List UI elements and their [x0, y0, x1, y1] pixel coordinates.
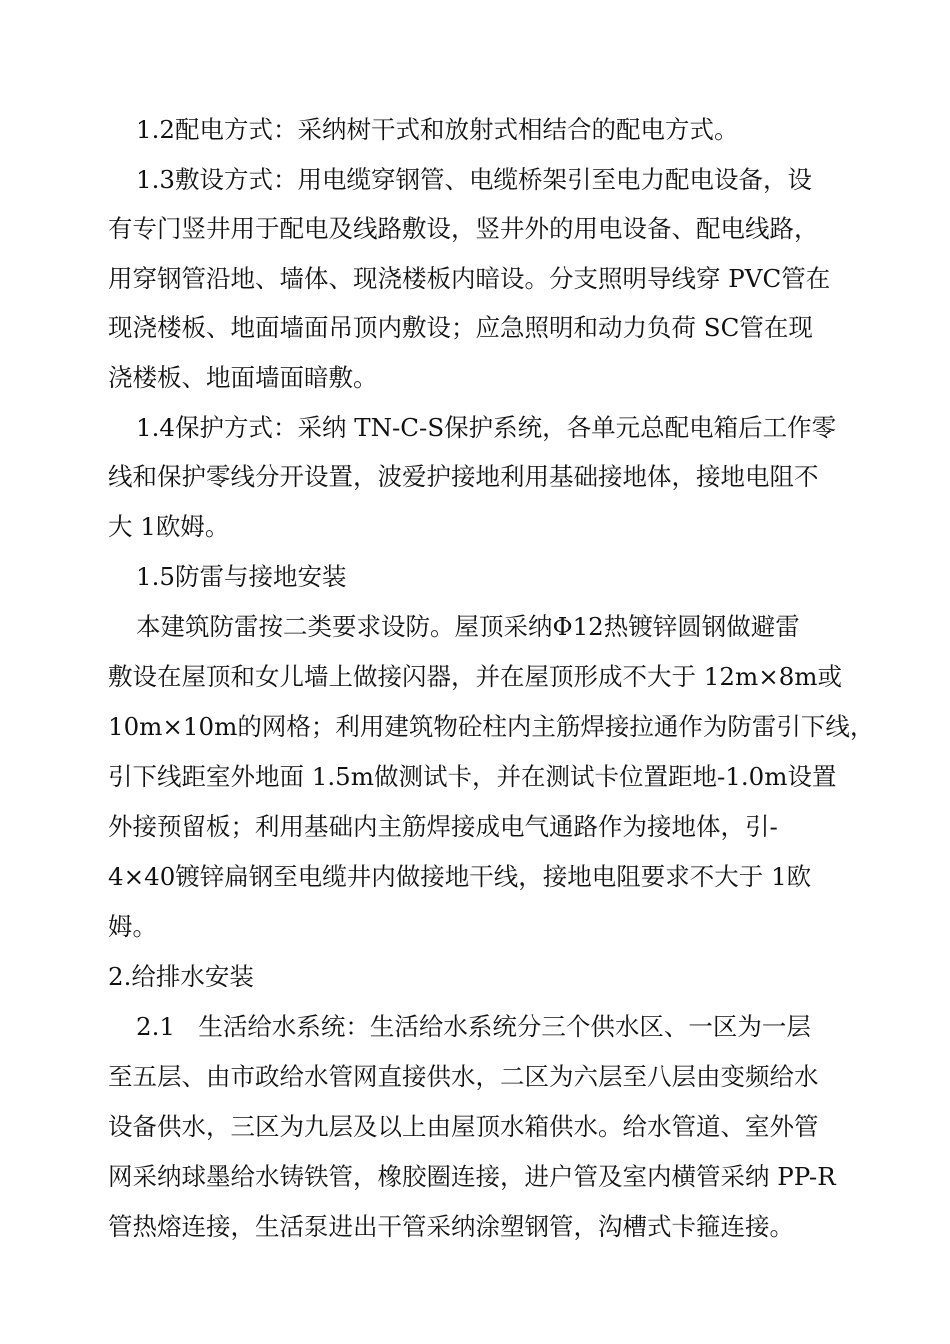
- text-line: 浇楼板、地面墙面暗敷。: [108, 363, 378, 392]
- text-line: 引下线距室外地面 1.5m做测试卡，并在测试卡位置距地-1.0m设置: [108, 762, 837, 791]
- text-line: 至五层、由市政给水管网直接供水，二区为六层至八层由变频给水: [108, 1062, 819, 1091]
- text-line: 1.5防雷与接地安装: [136, 562, 347, 591]
- text-line: 外接预留板；利用基础内主筋焊接成电气通路作为接地体，引-: [108, 812, 778, 841]
- text-line: 管热熔连接，生活泵进出干管采纳涂塑钢管，沟槽式卡箍连接。: [108, 1212, 794, 1241]
- text-line: 2.给排水安装: [108, 962, 254, 991]
- text-line: 大 1欧姆。: [108, 512, 230, 541]
- text-line: 1.2配电方式：采纳树干式和放射式相结合的配电方式。: [136, 115, 739, 144]
- text-line: 用穿钢管沿地、墙体、现浇楼板内暗设。分支照明导线穿 PVC管在: [108, 264, 831, 293]
- text-line: 2.1 生活给水系统：生活给水系统分三个供水区、一区为一层: [136, 1012, 811, 1041]
- text-line: 本建筑防雷按二类要求设防。屋顶采纳Φ12热镀锌圆钢做避雷: [136, 612, 800, 641]
- text-line: 敷设在屋顶和女儿墙上做接闪器，并在屋顶形成不大于 12m×8m或: [108, 662, 843, 691]
- text-line: 4×40镀锌扁钢至电缆井内做接地干线，接地电阻要求不大于 1欧: [108, 862, 812, 891]
- text-line: 设备供水，三区为九层及以上由屋顶水箱供水。给水管道、室外管: [108, 1112, 819, 1141]
- text-line: 有专门竖井用于配电及线路敷设，竖井外的用电设备、配电线路，: [108, 214, 819, 243]
- text-line: 线和保护零线分开设置，波爱护接地利用基础接地体，接地电阻不: [108, 462, 819, 491]
- text-line: 1.4保护方式：采纳 TN-C-S保护系统，各单元总配电箱后工作零: [136, 413, 837, 442]
- text-line: 现浇楼板、地面墙面吊顶内敷设；应急照明和动力负荷 SC管在现: [108, 313, 813, 342]
- text-line: 网采纳球墨给水铸铁管，橡胶圈连接，进户管及室内横管采纳 PP-R: [108, 1162, 836, 1191]
- text-line: 1.3敷设方式：用电缆穿钢管、电缆桥架引至电力配电设备，设: [136, 165, 812, 194]
- text-line: 10m×10m的网格；利用建筑物砼柱内主筋焊接拉通作为防雷引下线，: [108, 712, 875, 741]
- text-line: 姆。: [108, 912, 157, 941]
